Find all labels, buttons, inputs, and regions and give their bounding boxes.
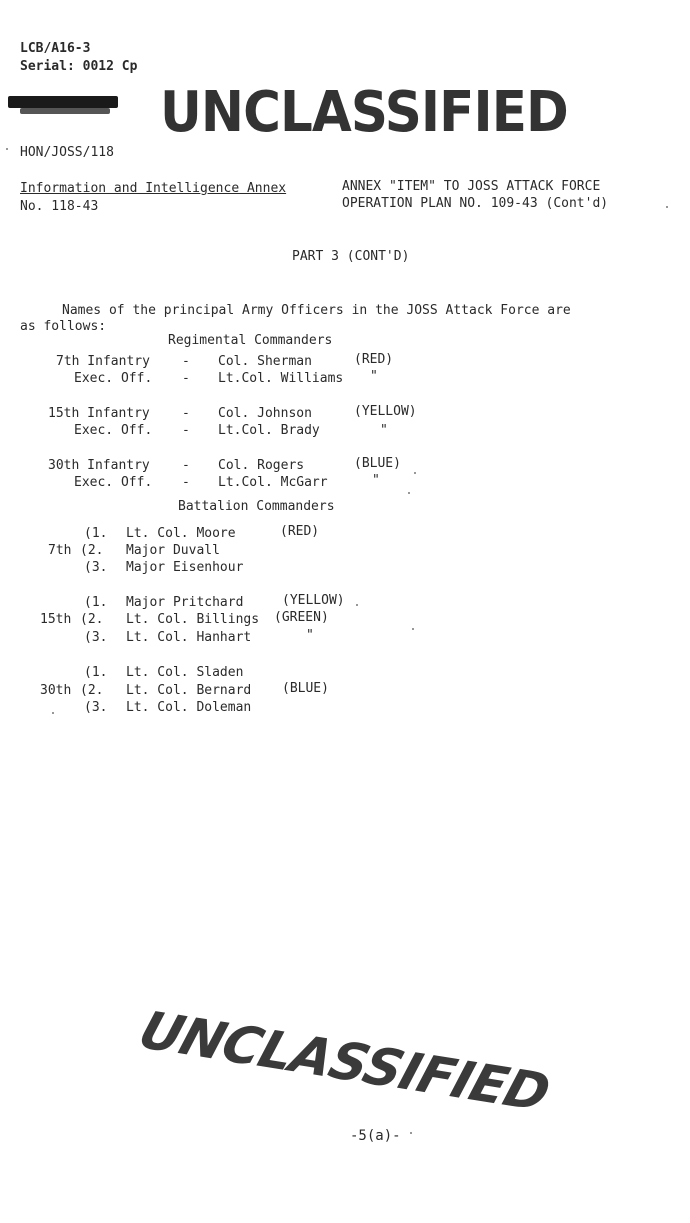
scan-speck bbox=[414, 472, 416, 474]
bn-regiment: 15th bbox=[40, 612, 72, 627]
bn-regiment: 7th bbox=[48, 543, 72, 558]
intro-line1: Names of the principal Army Officers in the JOSS Attack Force are bbox=[62, 303, 571, 318]
bn-num: (1. bbox=[84, 595, 108, 610]
bn-name: Major Pritchard bbox=[126, 595, 244, 610]
annex-left-line2: No. 118-43 bbox=[20, 199, 99, 214]
bn-color: (BLUE) bbox=[282, 681, 329, 696]
bn-num: (1. bbox=[84, 665, 108, 680]
bn-num: (2. bbox=[80, 543, 104, 558]
reg-dash: - bbox=[182, 406, 190, 421]
battalion-heading: Battalion Commanders bbox=[178, 499, 335, 514]
scan-speck bbox=[408, 492, 410, 494]
reg-dash: - bbox=[182, 458, 190, 473]
reg-color: (YELLOW) bbox=[354, 404, 417, 419]
bn-name: Lt. Col. Billings bbox=[126, 612, 260, 627]
reg-unit: Exec. Off. bbox=[74, 423, 153, 438]
reg-dash: - bbox=[182, 371, 190, 386]
reg-unit: 30th Infantry bbox=[48, 458, 150, 473]
bn-regiment: 30th bbox=[40, 683, 72, 698]
unclassified-stamp-top: UNCLASSIFIED bbox=[160, 80, 568, 145]
reg-dash: - bbox=[182, 475, 190, 490]
scan-speck bbox=[52, 712, 54, 714]
scan-speck bbox=[410, 1132, 412, 1134]
bn-num: (3. bbox=[84, 630, 108, 645]
bn-name: Lt. Col. Sladen bbox=[126, 665, 244, 680]
reg-name: Col. Sherman bbox=[218, 354, 312, 369]
bn-color: " bbox=[306, 628, 314, 643]
reg-color: (RED) bbox=[354, 352, 394, 367]
scan-speck bbox=[666, 206, 668, 208]
bn-name: Major Eisenhour bbox=[126, 560, 244, 575]
reg-unit: 15th Infantry bbox=[48, 406, 150, 421]
bn-num: (2. bbox=[80, 683, 104, 698]
reg-unit: 7th Infantry bbox=[56, 354, 150, 369]
redaction-bar-lower bbox=[20, 108, 110, 114]
reg-name: Col. Johnson bbox=[218, 406, 312, 421]
reg-color: " bbox=[372, 473, 380, 488]
reg-color: (BLUE) bbox=[354, 456, 401, 471]
intro-line2: as follows: bbox=[20, 319, 107, 334]
reg-unit: Exec. Off. bbox=[74, 475, 153, 490]
scan-speck bbox=[6, 148, 8, 150]
reg-name: Lt.Col. Brady bbox=[218, 423, 320, 438]
annex-right-line1: ANNEX "ITEM" TO JOSS ATTACK FORCE bbox=[342, 179, 601, 194]
redaction-bar bbox=[8, 96, 118, 108]
bn-color: (GREEN) bbox=[274, 610, 329, 625]
reg-name: Lt.Col. Williams bbox=[218, 371, 344, 386]
reg-dash: - bbox=[182, 423, 190, 438]
bn-name: Lt. Col. Bernard bbox=[126, 683, 252, 698]
bn-num: (1. bbox=[84, 526, 108, 541]
scan-speck bbox=[356, 604, 358, 606]
bn-color: (YELLOW) bbox=[282, 593, 345, 608]
reg-dash: - bbox=[182, 354, 190, 369]
bn-color: (RED) bbox=[280, 524, 320, 539]
serial-line: Serial: 0012 Cp bbox=[20, 59, 138, 74]
reg-unit: Exec. Off. bbox=[74, 371, 153, 386]
annex-left-line1: Information and Intelligence Annex bbox=[20, 181, 287, 196]
bn-name: Major Duvall bbox=[126, 543, 220, 558]
page-number: -5(a)- bbox=[350, 1128, 401, 1144]
bn-name: Lt. Col. Doleman bbox=[126, 700, 252, 715]
bn-num: (3. bbox=[84, 700, 108, 715]
regimental-heading: Regimental Commanders bbox=[168, 333, 333, 348]
bn-num: (3. bbox=[84, 560, 108, 575]
ref-line: LCB/A16-3 bbox=[20, 41, 91, 56]
reg-name: Col. Rogers bbox=[218, 458, 305, 473]
doc-ref: HON/JOSS/118 bbox=[20, 145, 114, 160]
unclassified-stamp-bottom: UNCLASSIFIED bbox=[131, 1000, 556, 1124]
bn-name: Lt. Col. Moore bbox=[126, 526, 236, 541]
bn-num: (2. bbox=[80, 612, 104, 627]
scan-speck bbox=[412, 628, 414, 630]
part-title: PART 3 (CONT'D) bbox=[292, 249, 410, 264]
reg-color: " bbox=[380, 423, 388, 438]
bn-name: Lt. Col. Hanhart bbox=[126, 630, 252, 645]
reg-name: Lt.Col. McGarr bbox=[218, 475, 328, 490]
annex-right-line2: OPERATION PLAN NO. 109-43 (Cont'd) bbox=[342, 196, 609, 211]
reg-color: " bbox=[370, 369, 378, 384]
